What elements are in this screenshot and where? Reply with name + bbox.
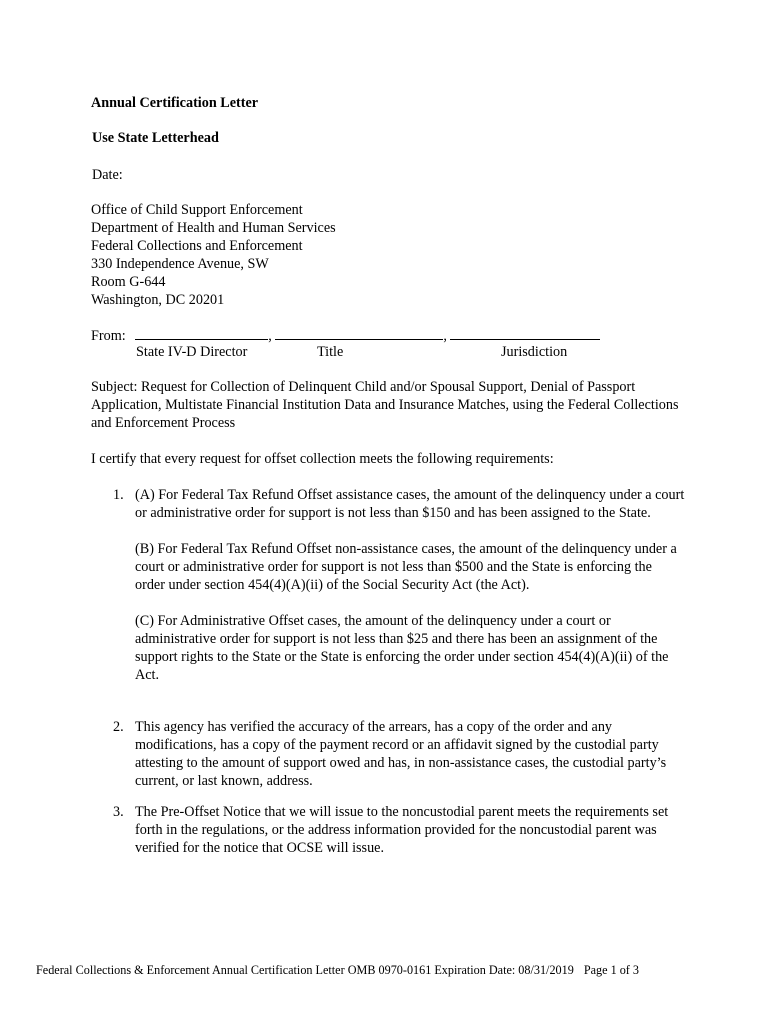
address-line: Federal Collections and Enforcement xyxy=(91,238,303,254)
page-footer xyxy=(36,961,639,979)
jurisdiction-caption: Jurisdiction xyxy=(501,344,568,360)
address-line: Office of Child Support Enforcement xyxy=(91,202,303,218)
director-caption: State IV-D Director xyxy=(136,344,248,360)
item-body xyxy=(135,718,685,790)
requirement-paragraph: (C) For Administrative Offset cases, the amount of the delinquency under a court or administrative order for support is not less than $25 and there has been an assignment of the support rights to the State or the State is enforcing the order under section 454(4)(A)(ii) of the Act. xyxy=(135,613,669,683)
title-blank[interactable] xyxy=(275,325,443,340)
address-line: 330 Independence Avenue, SW xyxy=(91,256,269,272)
requirement-paragraph: This agency has verified the accuracy of the arrears, has a copy of the order and any modifications, has a copy of the payment record or an affidavit signed by the custodial party attesting to the amount of support owed and has, in non-assistance cases, the custodial party’s current, or last known, address. xyxy=(135,719,667,789)
from-line xyxy=(91,325,600,345)
jurisdiction-blank[interactable] xyxy=(450,325,600,340)
footer-text: Federal Collections & Enforcement Annual Certification Letter OMB 0970-0161 Expiration Date: 08/31/2019 xyxy=(36,963,574,977)
subject-paragraph: Subject: Request for Collection of Delinquent Child and/or Spousal Support, Denial of Passport Application, Multistate Financial Institution Data and Insurance Matches, using the Federal Collections and Enforcement Process xyxy=(91,379,679,431)
letterhead-note: Use State Letterhead xyxy=(92,130,219,146)
page-number: Page 1 of 3 xyxy=(583,963,639,977)
requirement-paragraph: (A) For Federal Tax Refund Offset assistance cases, the amount of the delinquency under a court or administrative order for support is not less than $150 and has been assigned to the State. xyxy=(135,487,685,521)
certify-statement: I certify that every request for offset collection meets the following requirements: xyxy=(91,451,554,467)
item-body xyxy=(135,486,685,684)
director-blank[interactable] xyxy=(135,325,268,340)
address-line: Department of Health and Human Services xyxy=(91,220,336,236)
date-label: Date: xyxy=(92,167,123,183)
address-line: Room G-644 xyxy=(91,274,166,290)
letter-title: Annual Certification Letter xyxy=(91,95,259,111)
recipient-address xyxy=(91,201,336,309)
item-number: 1. xyxy=(113,487,124,503)
from-label: From: xyxy=(91,328,126,344)
requirement-paragraph: The Pre-Offset Notice that we will issue to the noncustodial parent meets the requirements set forth in the regulations, or the address information provided for the noncustodial parent was verified for the notice that OCSE will issue. xyxy=(135,804,669,856)
item-number: 2. xyxy=(113,719,124,735)
item-body xyxy=(135,803,685,857)
separator: , xyxy=(443,328,447,344)
requirement-paragraph: (B) For Federal Tax Refund Offset non-assistance cases, the amount of the delinquency under a court or administrative order for support is not less than $500 and the State is enforcing the order under section 454(4)(A)(ii) of the Social Security Act (the Act). xyxy=(135,541,677,593)
title-caption: Title xyxy=(317,344,344,360)
separator: , xyxy=(268,328,272,344)
address-line: Washington, DC 20201 xyxy=(91,292,225,308)
item-number: 3. xyxy=(113,804,124,820)
